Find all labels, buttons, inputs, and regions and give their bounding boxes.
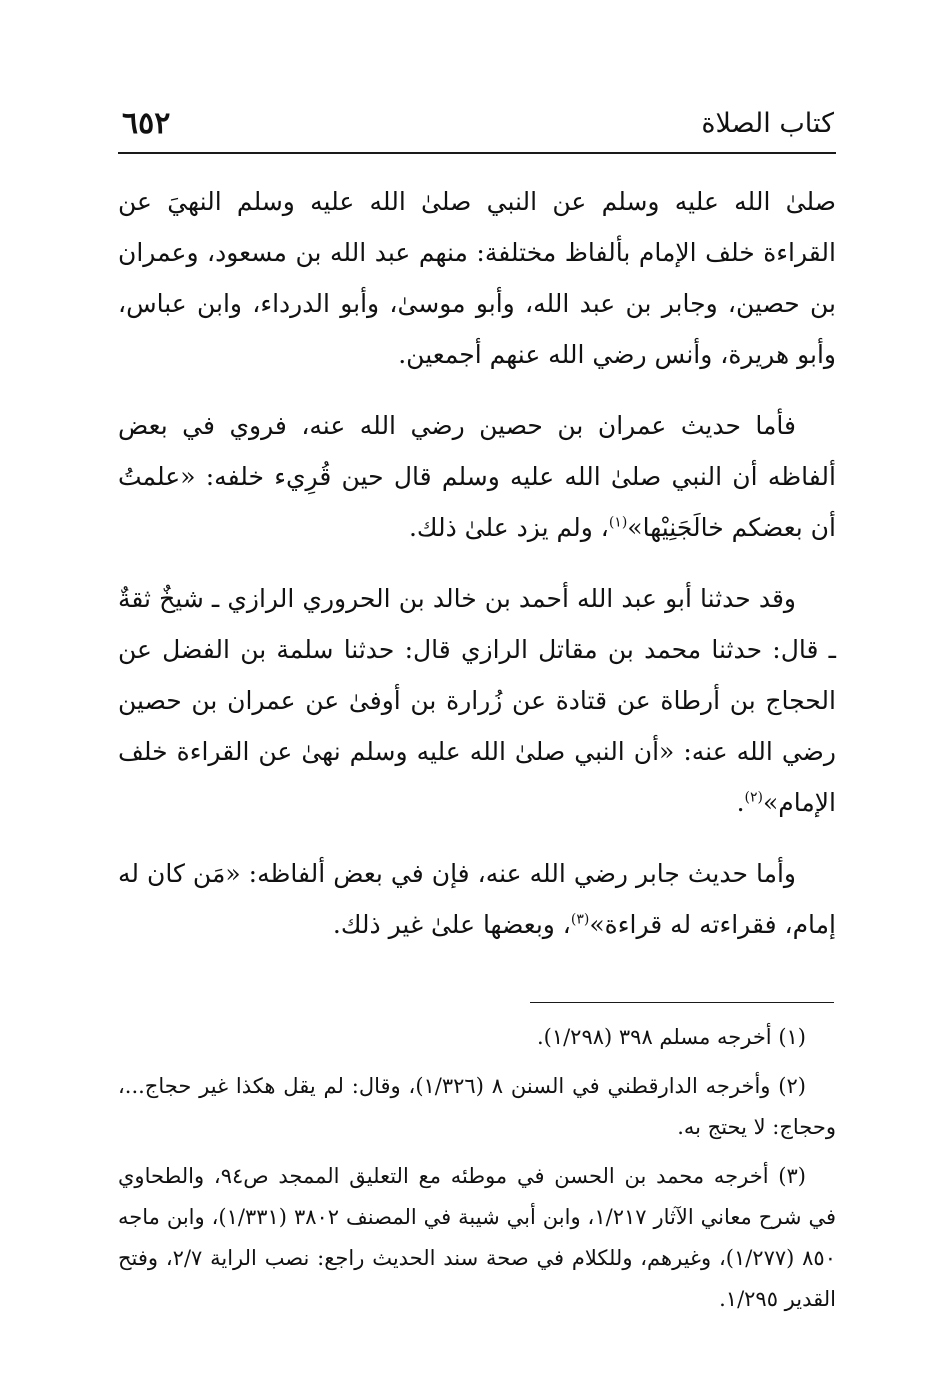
paragraph-text: فأما حديث عمران بن حصين رضي الله عنه، فروي في بعض ألفاظه أن النبي صلىٰ الله عليه وسلم قال حين قُرِيء خلفه: «علمتُ أن بعضكم خالَجَنِيْها» [118,411,836,542]
paragraph-text: ، ولم يزد علىٰ ذلك. [408,513,609,542]
paragraph: صلىٰ الله عليه وسلم عن النبي صلىٰ الله عليه وسلم النهيَ عن القراءة خلف الإمام بألفاظ مختلفة: منهم عبد الله بن مسعود، وعمران بن حصين، وجابر بن عبد الله، وأبو موسىٰ، وأبو الدرداء، وابن عباس، وأبو هريرة، وأنس رضي الله عنهم أجمعين. [118,187,836,369]
footnote-ref: (٢) [744,789,763,806]
footnote-ref: (٣) [570,911,590,928]
page-header [118,96,836,154]
paragraph [118,573,836,828]
main-text [118,176,836,950]
running-title: كتاب الصلاة [701,108,834,139]
footnote-divider [530,1002,834,1003]
paragraph-text: وقد حدثنا أبو عبد الله أحمد بن خالد بن الحروري الرازي ـ شيخٌ ثقةٌ ـ قال: حدثنا محمد بن مقاتل الرازي قال: حدثنا سلمة بن الفضل عن الحجاج بن أرطاة عن قتادة عن زُرارة بن أوفىٰ عن عمران بن حصين رضي الله عنه: «أن النبي صلىٰ الله عليه وسلم نهىٰ عن القراءة خلف الإمام» [118,584,836,817]
paragraph-text: . [736,788,745,817]
book-page [118,96,836,1311]
footnote: (٢) وأخرجه الدارقطني في السنن ٨ (١/٣٢٦)، وقال: لم يقل هكذا غير حجاج...، وحجاج: لا يحتج به. [118,1074,836,1139]
footnote: (١) أخرجه مسلم ٣٩٨ (١/٢٩٨). [536,1025,806,1049]
paragraph [118,400,836,553]
footnotes [118,1017,836,1320]
paragraph-text: وأما حديث جابر رضي الله عنه، فإن في بعض ألفاظه: «مَن كان له إمام، فقراءته له قراءة» [118,859,836,939]
paragraph [118,848,836,950]
page-number: ٦٥٢ [122,106,171,141]
footnote: (٣) أخرجه محمد بن الحسن في موطئه مع التعليق الممجد ص٩٤، والطحاوي في شرح معاني الآثار ١/٢١٧، وابن أبي شيبة في المصنف ٣٨٠٢ (١/٣٣١)، وابن ماجه ٨٥٠ (١/٢٧٧)، وغيرهم، وللكلام في صحة سند الحديث راجع: نصب الراية ٢/٧، وفتح القدير ١/٢٩٥. [118,1164,836,1311]
paragraph-text: ، وبعضها علىٰ غير ذلك. [332,910,571,939]
footnote-ref: (١) [608,514,628,531]
